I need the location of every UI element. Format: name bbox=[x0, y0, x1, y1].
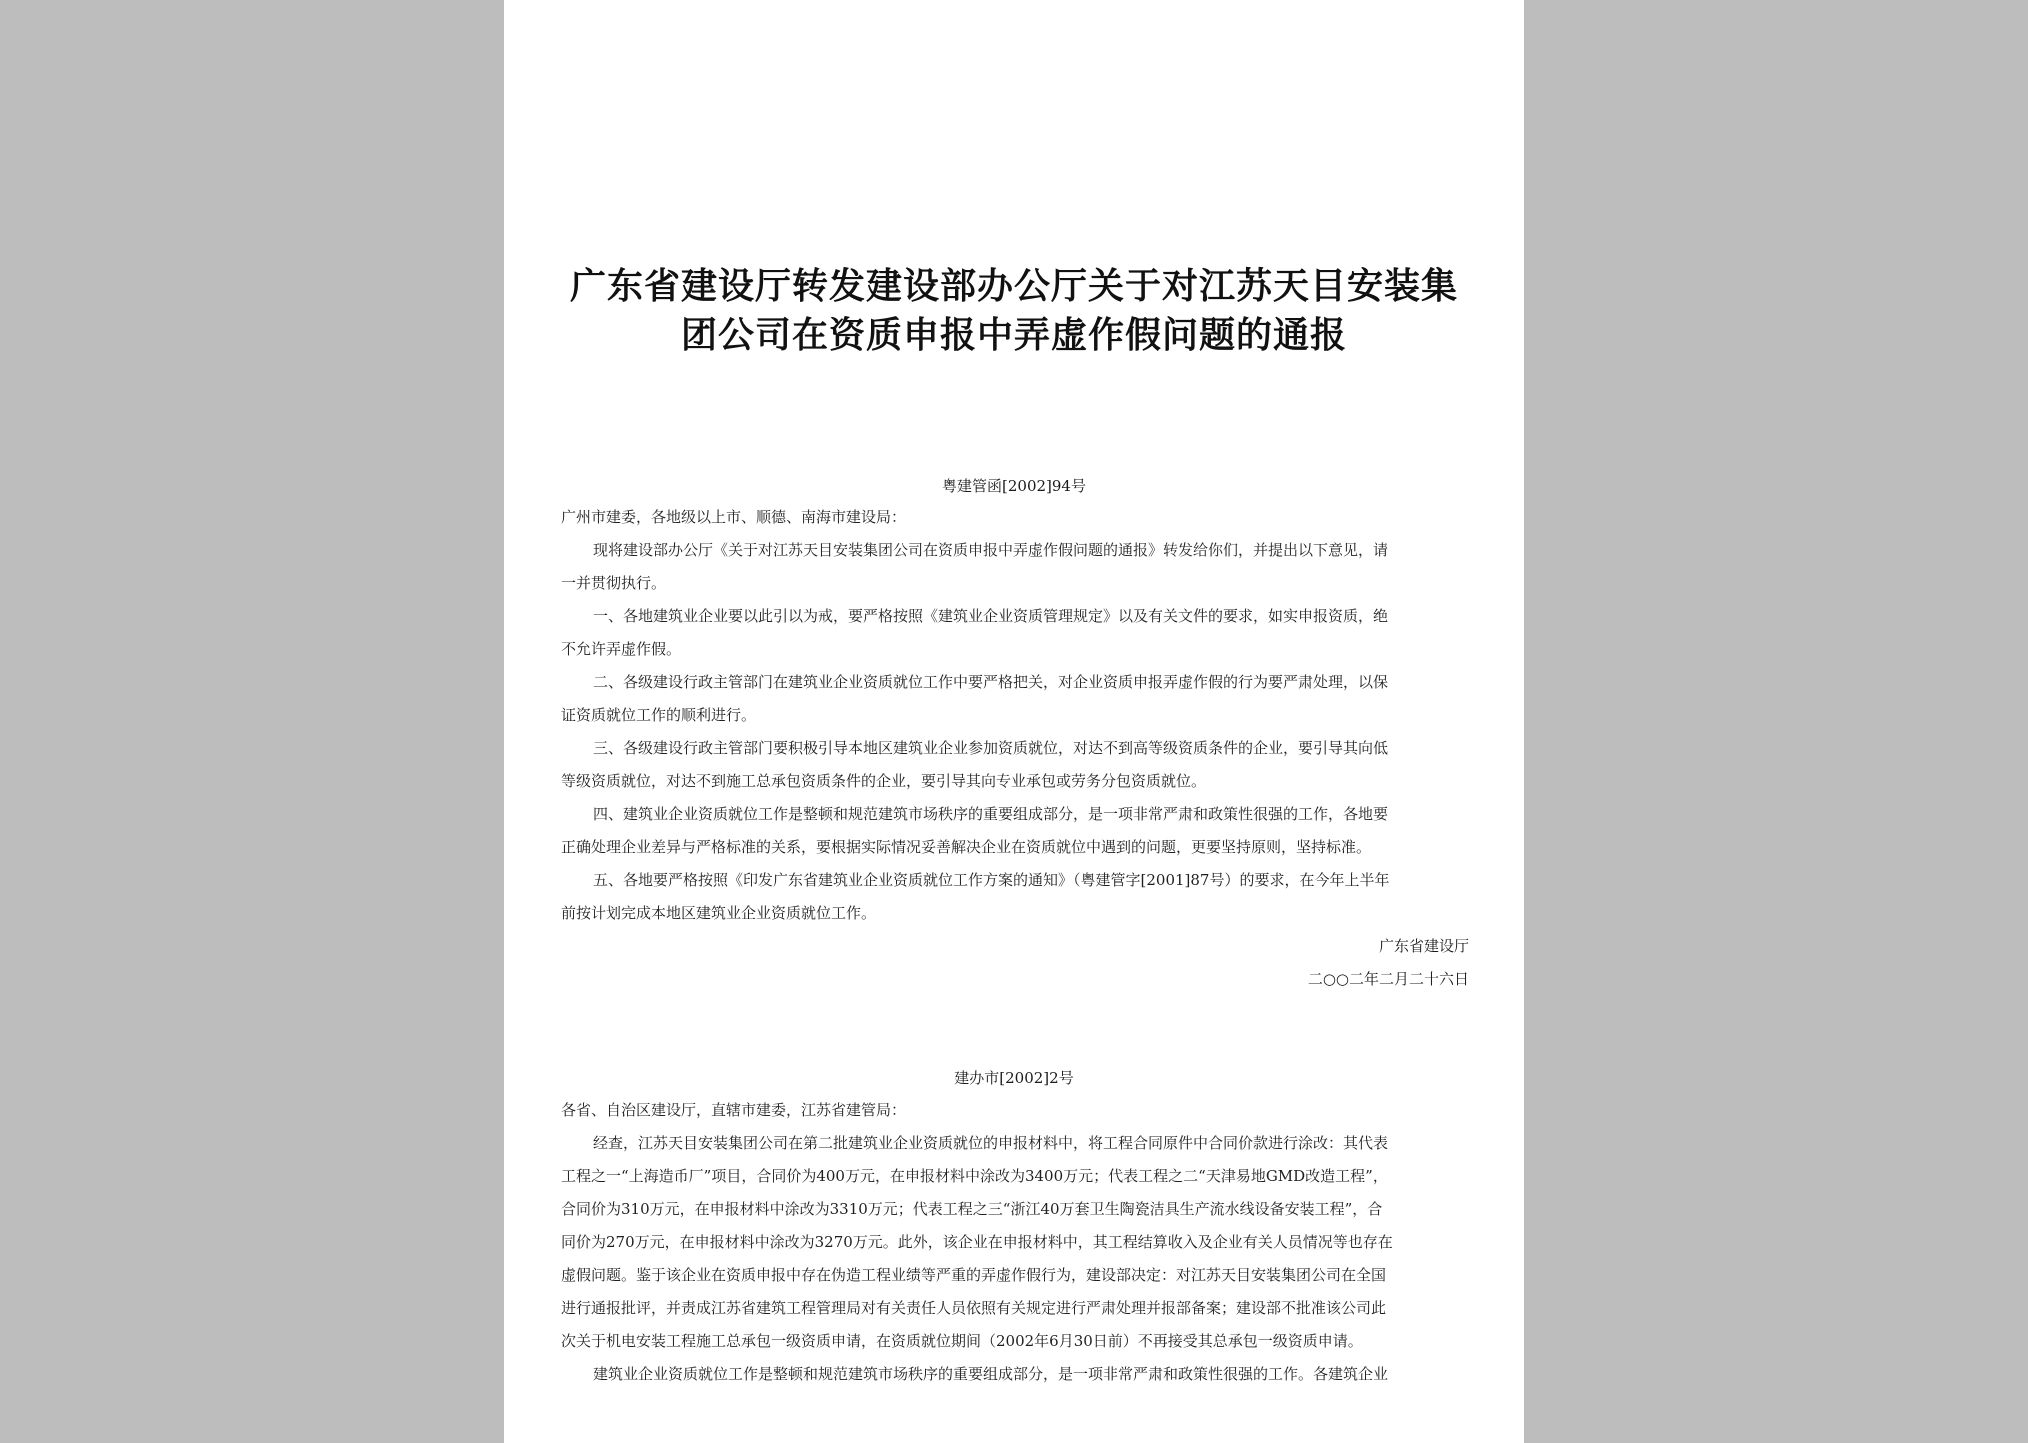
title-line-1: 广东省建设厅转发建设部办公厅关于对江苏天目安装集 bbox=[569, 266, 1458, 307]
paragraph-line: 进行通报批评，并责成江苏省建筑工程管理局对有关责任人员依照有关规定进行严肃处理并报部备案；建设部不批准该公司此 bbox=[561, 1299, 1387, 1317]
paragraph-line: 现将建设部办公厅《关于对江苏天目安装集团公司在资质申报中弄虚作假问题的通报》转发给你们，并提出以下意见，请 bbox=[593, 541, 1389, 559]
document-title bbox=[564, 262, 1464, 360]
paragraph-line: 五、各地要严格按照《印发广东省建筑业企业资质就位工作方案的通知》（粤建管字[2001]87号）的要求，在今年上半年 bbox=[593, 871, 1390, 889]
paragraph-line: 经查，江苏天目安装集团公司在第二批建筑业企业资质就位的申报材料中，将工程合同原件中合同价款进行涂改：其代表 bbox=[593, 1134, 1389, 1152]
paragraph-line: 一并贯彻执行。 bbox=[561, 574, 667, 592]
document-page bbox=[504, 0, 1524, 1443]
paragraph-line: 等级资质就位，对达不到施工总承包资质条件的企业，要引导其向专业承包或劳务分包资质就位。 bbox=[561, 772, 1207, 790]
addressee-2: 各省、自治区建设厅，直辖市建委，江苏省建管局： bbox=[561, 1101, 907, 1119]
title-line-2: 团公司在资质申报中弄虚作假问题的通报 bbox=[680, 315, 1347, 356]
paragraph-line: 同价为270万元，在申报材料中涂改为3270万元。此外，该企业在申报材料中，其工程结算收入及企业有关人员情况等也存在 bbox=[561, 1233, 1393, 1251]
paragraph-line: 证资质就位工作的顺利进行。 bbox=[561, 706, 757, 724]
paragraph-line: 四、建筑业企业资质就位工作是整顿和规范建筑市场秩序的重要组成部分，是一项非常严肃和政策性很强的工作，各地要 bbox=[593, 805, 1389, 823]
paragraph-line: 前按计划完成本地区建筑业企业资质就位工作。 bbox=[561, 904, 877, 922]
paragraph-line: 三、各级建设行政主管部门要积极引导本地区建筑业企业参加资质就位，对达不到高等级资质条件的企业，要引导其向低 bbox=[593, 739, 1389, 757]
paragraph-line: 次关于机电安装工程施工总承包一级资质申请，在资质就位期间（2002年6月30日前）不再接受其总承包一级资质申请。 bbox=[561, 1332, 1363, 1350]
doc-number-2: 建办市[2002]2号 bbox=[954, 1069, 1074, 1087]
paragraph-line: 合同价为310万元，在申报材料中涂改为3310万元；代表工程之三“浙江40万套卫生陶瓷洁具生产流水线设备安装工程”，合 bbox=[561, 1200, 1383, 1218]
date-1: 二○○二年二月二十六日 bbox=[1307, 970, 1469, 988]
paragraph-line: 一、各地建筑业企业要以此引以为戒，要严格按照《建筑业企业资质管理规定》以及有关文件的要求，如实申报资质，绝 bbox=[593, 607, 1389, 625]
paragraph-line: 工程之一“上海造币厂”项目，合同价为400万元，在申报材料中涂改为3400万元；代表工程之二“天津易地GMD改造工程”， bbox=[561, 1167, 1388, 1185]
addressee-1: 广州市建委，各地级以上市、顺德、南海市建设局： bbox=[561, 508, 907, 526]
paragraph-line: 二、各级建设行政主管部门在建筑业企业资质就位工作中要严格把关，对企业资质申报弄虚作假的行为要严肃处理，以保 bbox=[593, 673, 1389, 691]
paragraph-line: 正确处理企业差异与严格标准的关系，要根据实际情况妥善解决企业在资质就位中遇到的问题，更要坚持原则，坚持标准。 bbox=[561, 838, 1372, 856]
signature-1: 广东省建设厅 bbox=[1378, 937, 1469, 955]
paragraph-line: 建筑业企业资质就位工作是整顿和规范建筑市场秩序的重要组成部分，是一项非常严肃和政策性很强的工作。各建筑企业 bbox=[593, 1365, 1389, 1383]
paragraph-line: 虚假问题。鉴于该企业在资质申报中存在伪造工程业绩等严重的弄虚作假行为，建设部决定：对江苏天目安装集团公司在全国 bbox=[561, 1266, 1387, 1284]
paragraph-line: 不允许弄虚作假。 bbox=[561, 640, 682, 658]
doc-number-1: 粤建管函[2002]94号 bbox=[942, 477, 1086, 495]
